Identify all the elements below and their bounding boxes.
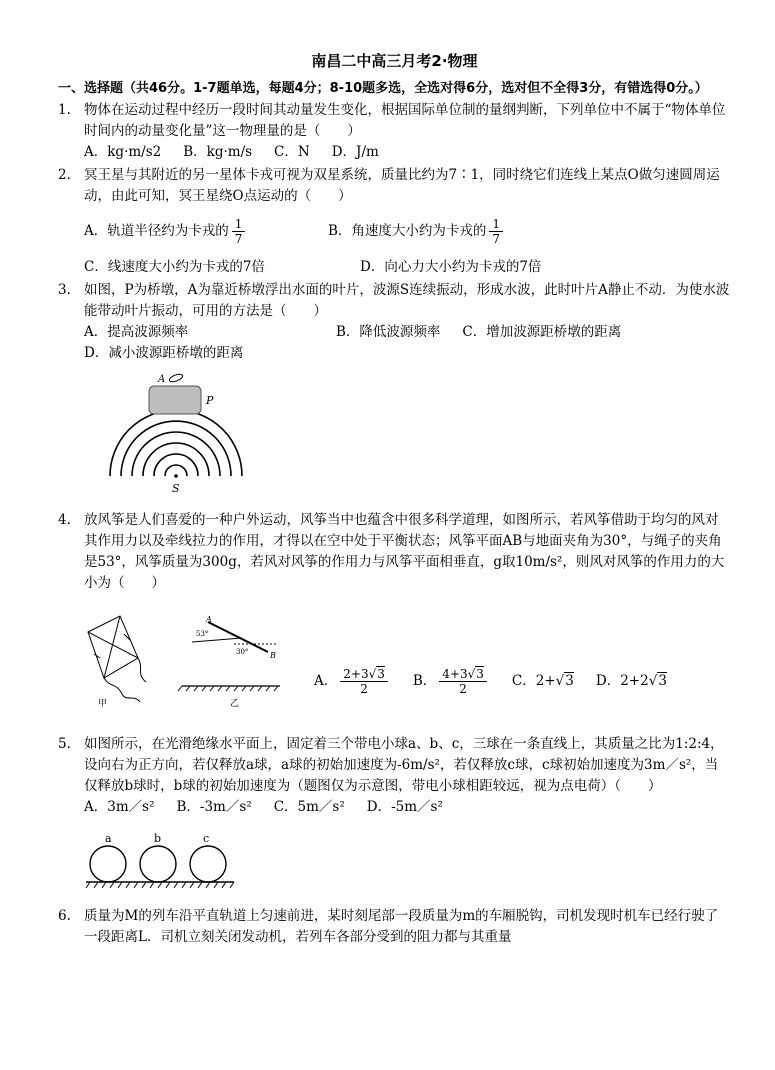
kite-force-diagram [178, 622, 280, 691]
radicand: 3 [377, 667, 385, 681]
option-b[interactable]: B．kg·m/s [183, 144, 253, 160]
question-number: 5. [58, 736, 71, 752]
question-text: 质量为M的列车沿平直轨道上匀速前进，某时刻尾部一段质量为m的车厢脱钩，司机发现时机车已经行驶了一段距离L．司机立刻关闭发动机，若列车各部分受到的阻力都与其重量 [84, 908, 719, 945]
question-number: 4. [58, 512, 71, 528]
numerator-text: 2+3 [343, 667, 369, 681]
option-a[interactable]: A．提高波源频率 [84, 324, 189, 340]
option-b[interactable]: B．降低波源频率 [336, 324, 441, 340]
charges-figure [84, 830, 244, 900]
ground-hatching [86, 882, 234, 888]
option-d-value: 2+2 [620, 673, 649, 689]
fraction-numerator: 1 [489, 217, 503, 232]
option-c[interactable]: C．线速度大小约为卡戎的7倍 [84, 259, 265, 275]
angle-30: 30° [236, 648, 249, 656]
option-c-label: C． [511, 673, 536, 689]
option-c-value: 2+ [535, 673, 556, 689]
question-text: 物体在运动过程中经历一段时间其动量发生变化，根据国际单位制的量纲判断，下列单位中不属于“物体单位时间内的动量变化量”这一物理量的是（ ） [84, 102, 726, 139]
option-list [84, 142, 731, 163]
wave-rings [110, 410, 242, 476]
wave-figure [84, 370, 264, 500]
option-c[interactable]: C．5m／s² [273, 799, 345, 815]
option-d[interactable]: D．减小波源距桥墩的距离 [84, 345, 244, 361]
fraction-one-seventh [232, 217, 246, 246]
option-list [84, 322, 731, 364]
question-5 [58, 734, 731, 900]
option-list [84, 797, 731, 818]
denominator: 2 [459, 682, 467, 696]
option-a[interactable]: A．3m／s² [84, 799, 155, 815]
kite-figure [84, 614, 284, 710]
label-yi: 乙 [230, 699, 240, 709]
numerator-text: 4+3 [442, 667, 468, 681]
label-c: c [203, 832, 210, 845]
question-text: 放风筝是人们喜爱的一种户外运动，风筝当中也蕴含中很多科学道理，如图所示，若风筝借助于均匀的风对其作用力以及牵线拉力的作用，才得以在空中处于平衡状态；风筝平面AB与地面夹角为30°，与绳子的夹角是53°，风筝质量为300g，若风对风筝的作用力与风筝平面相垂直，g取10m/s²，则风对风筝的作用力的大小为（ ） [84, 512, 725, 591]
label-b: B [270, 651, 276, 660]
section-heading: 一、选择题（共46分。1-7题单选，每题4分；8-10题多选，全选对得6分，选对但不全得3分，有错选得0分。） [58, 81, 708, 96]
kite-drawing [88, 616, 146, 702]
fraction-denominator: 7 [492, 231, 501, 246]
option-d[interactable]: D．J/m [331, 144, 379, 160]
question-number: 1. [58, 102, 71, 118]
option-d-label: D． [595, 673, 621, 689]
option-row-cd [84, 257, 731, 278]
fraction-denominator: 7 [234, 231, 243, 246]
radicand: 3 [565, 673, 574, 689]
label-p: P [206, 394, 214, 407]
question-text: 如图，P为桥墩，A为靠近桥墩浮出水面的叶片，波源S连续振动，形成水波，此时叶片A静止不动．为使水波能带动叶片振动，可用的方法是（ ） [84, 282, 730, 319]
question-text: 冥王星与其附近的另一星体卡戎可视为双星系统，质量比约为7∶1，同时绕它们连线上某点O做匀速圆周运动，由此可知，冥王星绕O点运动的（ ） [84, 167, 720, 204]
question-number: 3. [58, 282, 71, 298]
question-2 [58, 165, 731, 278]
ball-c [190, 846, 226, 882]
option-d[interactable]: D．2+2√3 [595, 673, 667, 689]
option-b-fraction: $\frac{4+3√3}{2}$ [439, 667, 487, 696]
label-a: A [206, 615, 212, 624]
option-a-text: A．轨道半径约为卡戎的 [84, 222, 229, 239]
question-number: 2. [58, 167, 71, 183]
option-row-ab [84, 211, 731, 251]
ball-a [90, 846, 126, 882]
label-s: S [172, 482, 180, 495]
leaf-a [168, 373, 183, 383]
angle-53: 53° [196, 630, 209, 638]
question-text: 如图所示，在光滑绝缘水平面上，固定着三个带电小球a、b、c，三球在一条直线上，其质量之比为1:2:4，设向右为正方向，若仅释放a球，a球的初始加速度为-6m/s²，若仅释放c球，c球初始加速度为3m／s²，当仅释放b球时，b球的初始加速度为（题图仅为示意图，带电小球相距较远，视为点电荷）（ ） [84, 736, 724, 794]
question-6 [58, 906, 731, 948]
label-b: b [154, 832, 162, 845]
bridge-pier-p [149, 386, 201, 414]
label-jia: 甲 [98, 699, 108, 709]
page-title: 南昌二中高三月考2·物理 [311, 52, 478, 70]
option-a-label: A． [314, 673, 338, 689]
figure-and-options [84, 612, 731, 710]
option-b[interactable] [413, 667, 490, 696]
denominator: 2 [360, 682, 368, 696]
question-3 [58, 280, 731, 500]
option-b[interactable]: B．-3m／s² [176, 799, 252, 815]
option-c[interactable]: C．增加波源距桥墩的距离 [462, 324, 622, 340]
option-d[interactable]: D．-5m／s² [366, 799, 443, 815]
radicand: 3 [476, 667, 484, 681]
fraction-numerator: 1 [232, 217, 246, 232]
q4-options [314, 667, 689, 696]
option-a[interactable] [84, 217, 306, 246]
label-a: a [105, 832, 112, 845]
option-a-fraction: $\frac{2+3√3}{2}$ [340, 667, 388, 696]
option-a[interactable]: A．kg·m/s2 [84, 144, 162, 160]
option-b[interactable] [328, 217, 506, 246]
label-a: A [158, 374, 166, 385]
option-d[interactable]: D．向心力大小约为卡戎的7倍 [360, 259, 542, 275]
radicand: 3 [658, 673, 667, 689]
source-s-dot [174, 474, 178, 478]
option-c[interactable]: C．2+√3 [511, 673, 574, 689]
option-a[interactable] [314, 667, 391, 696]
fraction-one-seventh [489, 217, 503, 246]
option-c[interactable]: C．N [274, 144, 310, 160]
question-number: 6. [58, 908, 71, 924]
question-1 [58, 100, 731, 163]
ball-b [140, 846, 176, 882]
option-b-label: B． [412, 673, 437, 689]
question-4 [58, 510, 731, 710]
option-b-text: B．角速度大小约为卡戎的 [328, 222, 487, 239]
